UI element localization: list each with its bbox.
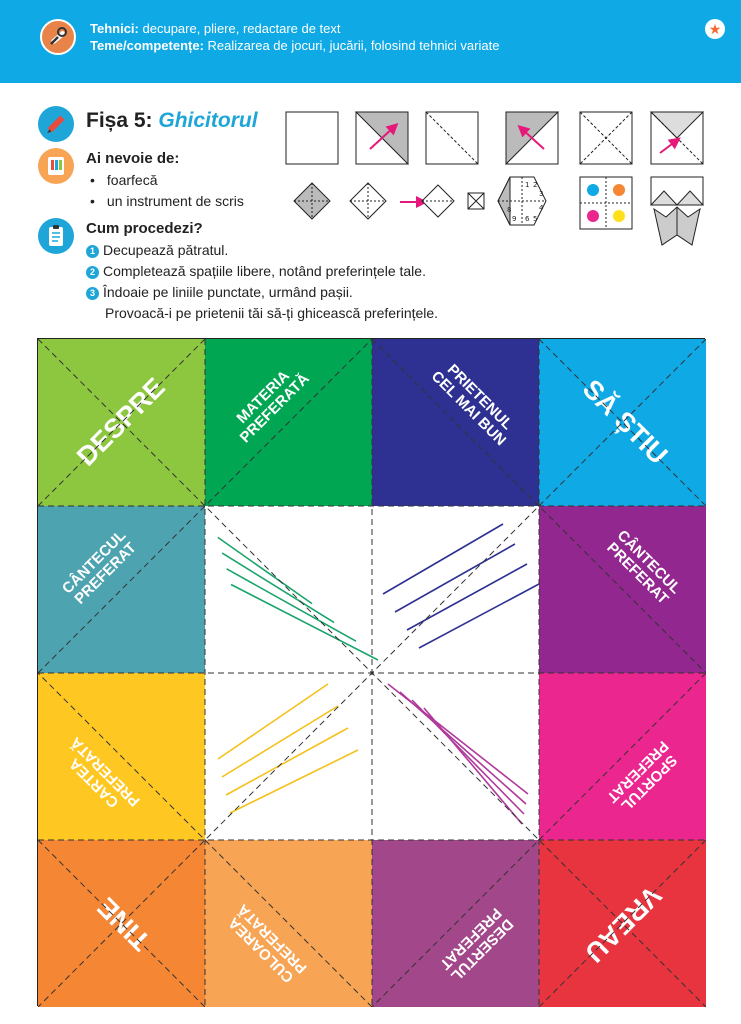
diagram-number: 1: [525, 181, 530, 189]
tile-label-text: DESERTUL PREFERAT: [436, 904, 517, 985]
writing-line: [395, 544, 515, 612]
tile-label: DESPRE: [71, 372, 171, 472]
techniques-value: decupare, pliere, redactare de text: [142, 21, 341, 36]
diagram-number: 5: [533, 215, 538, 223]
techniques-line: [90, 21, 341, 36]
fold-step-7: [294, 183, 330, 219]
tools-icon: [40, 19, 76, 55]
tile-label: SĂ ȘTIU: [576, 373, 674, 471]
tile-label: TINE: [91, 891, 157, 957]
themes-label: Teme/competențe:: [90, 38, 204, 53]
header-bar: [0, 0, 741, 83]
procedure-heading: Cum procedezi?: [86, 220, 203, 237]
diagram-number: 8: [507, 206, 512, 214]
fold-step-11: [498, 177, 546, 225]
tile-label-text: CARTEA PREFERATĂ: [66, 733, 144, 811]
step-text: Decupează pătratul.: [103, 242, 229, 258]
fold-step-5: [580, 112, 632, 164]
writing-line: [412, 700, 524, 814]
tile-label-text: CÂNTECUL PREFERAT: [603, 526, 685, 608]
fortune-teller-board: [37, 338, 705, 1006]
procedure-step: [86, 282, 438, 303]
step-text: Completează spațiile libere, notând preferințele tale.: [103, 263, 426, 279]
writing-line: [424, 708, 522, 824]
title-name: Ghicitorul: [158, 109, 258, 132]
writing-line: [231, 585, 378, 661]
diagram-number: 3: [539, 190, 544, 198]
diagram-number: 2: [533, 181, 538, 189]
needs-item: • foarfecă: [90, 170, 244, 191]
title-prefix: Fișa 5:: [86, 109, 153, 132]
tile-label-text: CULOAREA PREFERATĂ: [225, 900, 311, 986]
step-number: 1: [86, 245, 99, 258]
clipboard-icon: [38, 218, 74, 254]
fold-step-3: [426, 112, 478, 164]
needs-item: • un instrument de scris: [90, 191, 244, 212]
writing-line: [407, 564, 527, 630]
fold-step-1: [286, 112, 338, 164]
step-number: 3: [86, 287, 99, 300]
diagram-number: 6: [525, 215, 530, 223]
writing-line: [419, 584, 539, 648]
writing-line: [383, 524, 503, 594]
fold-step-13: [651, 177, 703, 245]
tile-label-text: PRIETENUL CEL MAI BUN: [428, 361, 516, 449]
folding-diagram: [282, 105, 732, 265]
tile-label: VREAU: [579, 880, 668, 969]
themes-line: [90, 38, 499, 53]
themes-value: Realizarea de jocuri, jucării, folosind tehnici variate: [207, 38, 500, 53]
fold-lines-overlay: [38, 339, 706, 1007]
writing-line: [227, 569, 356, 641]
fold-step-4: [506, 112, 558, 164]
fold-step-9: [400, 185, 454, 217]
fold-step-2: [356, 112, 408, 164]
fold-step-8: [350, 183, 386, 219]
step-number: 2: [86, 266, 99, 279]
step-text: Îndoaie pe liniile punctate, urmând pașii.: [103, 284, 353, 300]
tile-label-text: CÂNTECUL PREFERAT: [58, 526, 140, 608]
pencil-icon: [38, 106, 74, 142]
page-title: [86, 109, 258, 133]
fold-step-6: [651, 112, 703, 164]
supplies-icon: [38, 148, 74, 184]
writing-line: [400, 692, 526, 804]
tile-label-text: MATERIA PREFERATĂ: [233, 367, 313, 447]
procedure-final: Provoacă-i pe prietenii tăi să-ți ghicească preferințele.: [105, 305, 439, 321]
fold-step-10: [468, 193, 484, 209]
needs-heading: Ai nevoie de:: [86, 150, 180, 167]
diagram-number: 9: [512, 215, 517, 223]
writing-line: [218, 537, 312, 603]
needs-list: [90, 170, 244, 212]
diagram-number: 4: [539, 204, 544, 212]
techniques-label: Tehnici:: [90, 21, 139, 36]
fold-step-12: [580, 177, 632, 229]
star-icon: ★: [705, 19, 725, 39]
tile-label-text: SPORTUL PREFERAT: [603, 737, 681, 815]
